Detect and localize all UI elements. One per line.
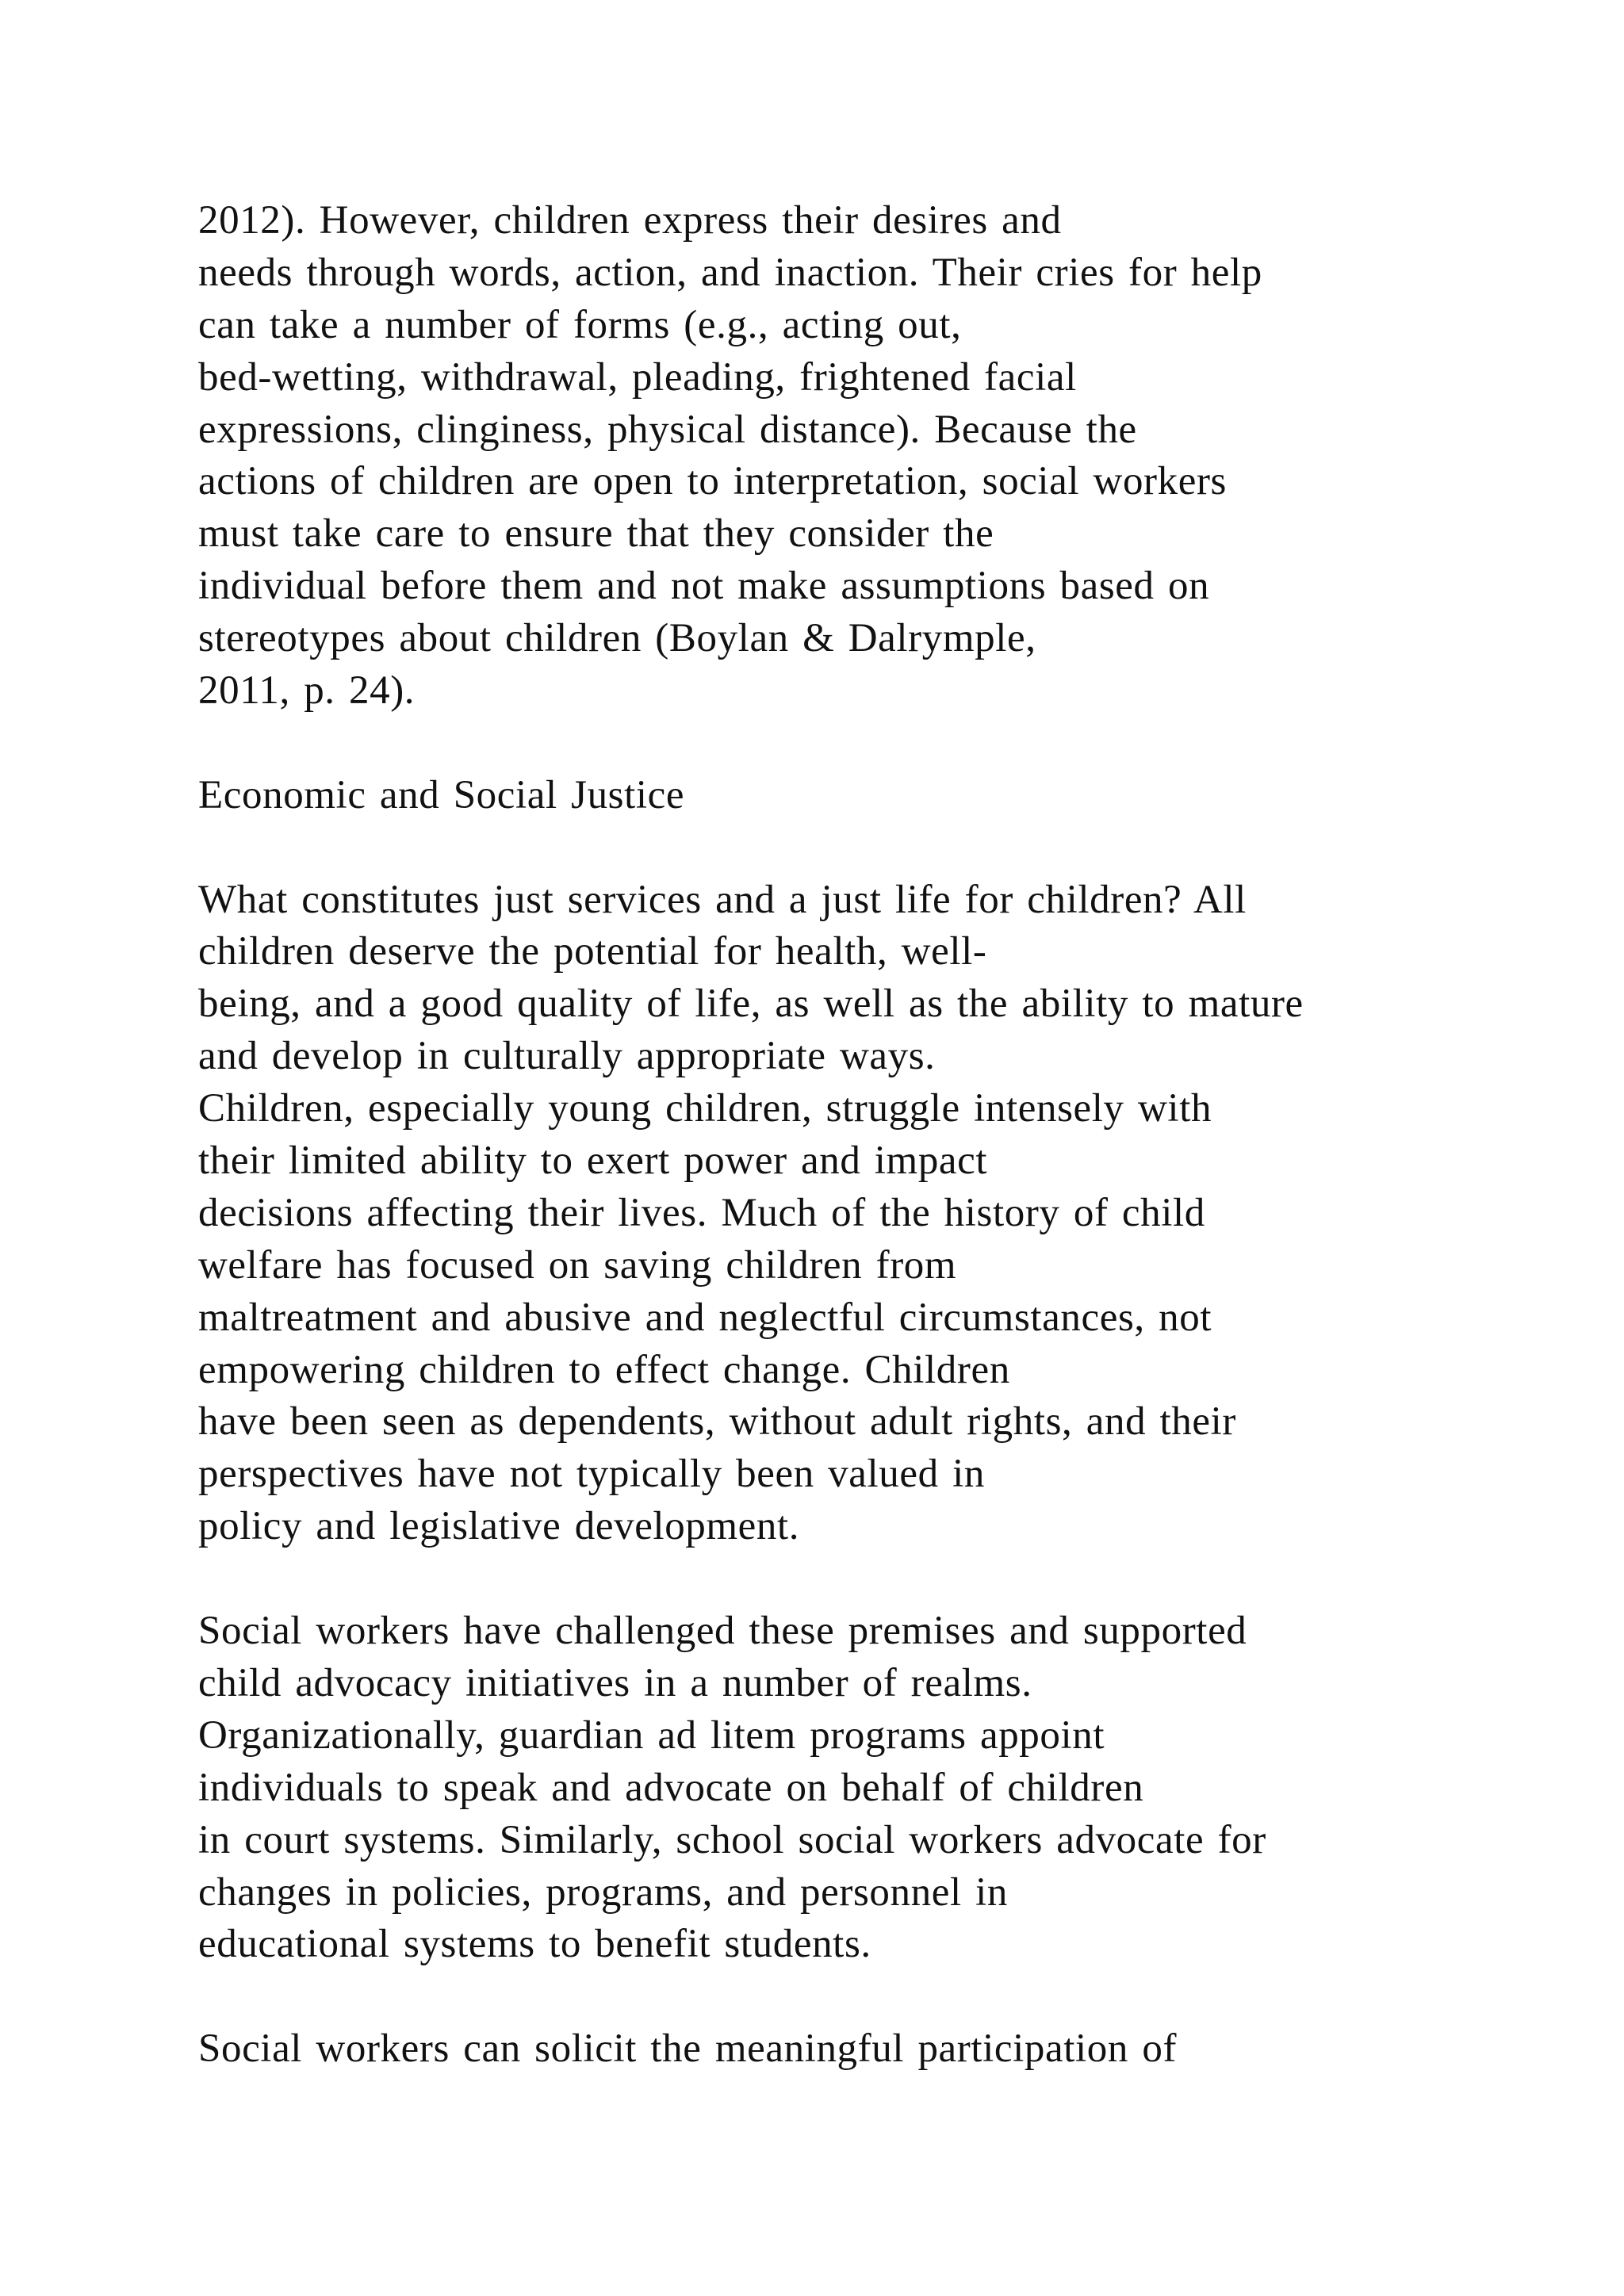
text-line: individual before them and not make assumptions based on xyxy=(198,564,1210,609)
text-line: needs through words, action, and inaction. Their cries for help xyxy=(198,250,1262,295)
text-line: changes in policies, programs, and personnel in xyxy=(198,1869,1008,1915)
text-line: have been seen as dependents, without adult rights, and their xyxy=(198,1399,1237,1445)
text-line: welfare has focused on saving children from xyxy=(198,1242,957,1288)
paragraph-gap xyxy=(198,1553,1594,1605)
text-line: in court systems. Similarly, school social workers advocate for xyxy=(198,1817,1266,1862)
text-line: and develop in culturally appropriate ways. xyxy=(198,1034,936,1079)
text-line: must take care to ensure that they consider the xyxy=(198,511,994,557)
text-line: 2012). However, children express their desires and xyxy=(198,198,1062,243)
paragraph-gap xyxy=(198,822,1594,874)
text-line: Organizationally, guardian ad litem programs appoint xyxy=(198,1712,1105,1758)
paragraph xyxy=(198,195,1594,718)
text-line: being, and a good quality of life, as well as the ability to mature xyxy=(198,982,1304,1027)
text-line: child advocacy initiatives in a number of realms. xyxy=(198,1660,1032,1705)
text-line: individuals to speak and advocate on behalf of children xyxy=(198,1765,1144,1810)
paragraph xyxy=(198,874,1594,1554)
text-line: Social workers can solicit the meaningful participation of xyxy=(198,2026,1178,2072)
text-line: What constitutes just services and a just life for children? All xyxy=(198,877,1247,922)
paragraph xyxy=(198,2023,1594,2076)
text-line: maltreatment and abusive and neglectful circumstances, not xyxy=(198,1295,1212,1340)
text-line: educational systems to benefit students. xyxy=(198,1922,871,1967)
text-line: bed-wetting, withdrawal, pleading, frightened facial xyxy=(198,354,1077,400)
text-line: can take a number of forms (e.g., acting out, xyxy=(198,302,962,347)
text-line: policy and legislative development. xyxy=(198,1504,800,1549)
text-line: expressions, clinginess, physical distance). Because the xyxy=(198,407,1137,452)
text-line: Children, especially young children, struggle intensely with xyxy=(198,1086,1212,1131)
text-line: Social workers have challenged these premises and supported xyxy=(198,1609,1247,1654)
heading-line: Economic and Social Justice xyxy=(198,772,685,817)
document-body xyxy=(198,195,1594,2076)
text-line: their limited ability to exert power and impact xyxy=(198,1138,988,1184)
text-line: perspectives have not typically been valued in xyxy=(198,1452,985,1497)
paragraph-gap xyxy=(198,718,1594,770)
text-line: empowering children to effect change. Children xyxy=(198,1347,1010,1392)
text-line: stereotypes about children (Boylan & Dalrymple, xyxy=(198,616,1036,661)
paragraph-gap xyxy=(198,1971,1594,2023)
text-line: decisions affecting their lives. Much of the history of child xyxy=(198,1190,1205,1235)
text-line: 2011, p. 24). xyxy=(198,668,416,714)
paragraph xyxy=(198,1605,1594,1971)
text-line: actions of children are open to interpretation, social workers xyxy=(198,459,1228,504)
section-heading xyxy=(198,770,1594,822)
text-line: children deserve the potential for health, well- xyxy=(198,929,987,974)
